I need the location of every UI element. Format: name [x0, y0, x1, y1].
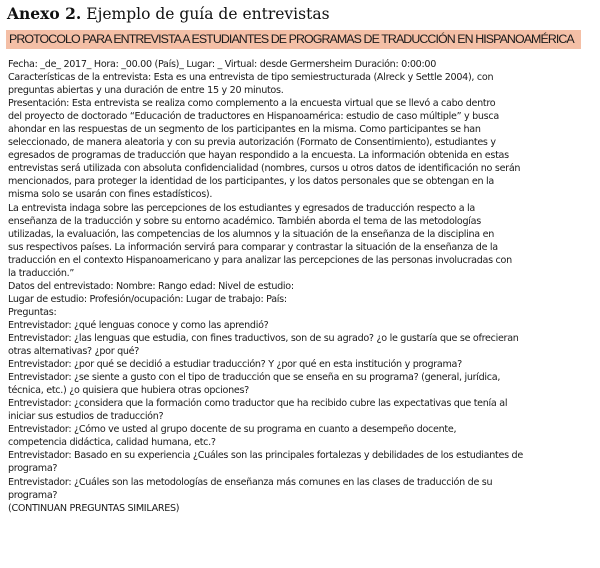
line-interviewee-data: Datos del entrevistado: Nombre: Rango edad: Nivel de estudio: [8, 280, 294, 292]
protocol-title-banner [6, 30, 581, 49]
line-presentation-cont: del proyecto de doctorado “Educación de traductores en Hispanoamérica: estudio de caso múltiple” y busca [8, 111, 499, 123]
line-inquiry-cont: traducción en el contexto Hispanoamericano y para analizar las percepciones de las personas involucradas con [8, 254, 512, 266]
question-teaching-staff-cont: competencia didáctica, calidad humana, etc.? [8, 437, 216, 449]
question-language-preference-cont: otras alternativas? ¿por qué? [8, 346, 140, 358]
line-questions-label: Preguntas: [8, 306, 57, 318]
protocol-title: PROTOCOLO PARA ENTREVISTA A ESTUDIANTES DE PROGRAMAS DE TRADUCCIÓN EN HISPANOAMÉRICA [9, 32, 574, 46]
line-inquiry-cont: enseñanza de la traducción y sobre su entorno académico. También aborda el tema de las metodologías [8, 215, 481, 227]
question-methodologies: Entrevistador: ¿Cuáles son las metodologías de enseñanza más comunes en las clases de traducción de su [8, 476, 493, 488]
line-inquiry-cont: sus respectivos países. La información servirá para comparar y contrastar la situación de la enseñanza de la [8, 241, 498, 253]
question-expectations-cont: iniciar sus estudios de traducción? [8, 411, 164, 423]
line-characteristics-cont: preguntas abiertas y una duración de entre 15 y 20 minutos. [8, 85, 284, 97]
question-translation-type-cont: técnica, etc.) ¿o quisiera que hubiera otras opciones? [8, 385, 249, 397]
line-presentation-cont: misma solo se usarán con fines estadísticos). [8, 189, 213, 201]
line-presentation: Presentación: Esta entrevista se realiza como complemento a la encuesta virtual que se llevó a cabo dentro [8, 98, 496, 110]
line-inquiry-cont: la traducción.” [8, 267, 75, 279]
line-characteristics: Características de la entrevista: Esta es una entrevista de tipo semiestructurada (Alreck y Settle 2004), con [8, 72, 494, 84]
line-presentation-cont: ahondar en las respuestas de un segmento de los participantes en la misma. Como participantes se han [8, 124, 481, 136]
question-expectations: Entrevistador: ¿considera que la formación como traductor que ha recibido cubre las expectativas que tenía al [8, 398, 508, 410]
line-presentation-cont: entrevistas será utilizada con absoluta confidencialidad (nombres, cursos u otros datos de identificación no serán [8, 163, 521, 175]
interview-protocol-body [8, 58, 598, 515]
line-presentation-cont: egresados de programas de traducción que hayan respondido a la encuesta. La información obtenida en estas [8, 150, 509, 162]
line-inquiry: La entrevista indaga sobre las percepciones de los estudiantes y egresados de traducción respecto a la [8, 202, 475, 214]
line-date-time: Fecha: _de_ 2017_ Hora: _00.00 (País)_ Lugar: _ Virtual: desde Germersheim Duración: 0:00:00 [8, 59, 437, 70]
line-presentation-cont: seleccionado, de manera aleatoria y con su previa autorización (Formato de Consentimiento), estudiantes y [8, 137, 496, 149]
line-presentation-cont: mencionados, para proteger la identidad de los participantes, y los datos personales que se obtengan en la [8, 176, 494, 188]
question-methodologies-cont: programa? [8, 489, 58, 501]
line-continue-note: (CONTINUAN PREGUNTAS SIMILARES) [8, 502, 180, 514]
line-inquiry-cont: utilizadas, la evaluación, las competencias de los alumnos y la situación de la enseñanza de la disciplina en [8, 228, 494, 240]
question-why-translation: Entrevistador: ¿por qué se decidió a estudiar traducción? Y ¿por qué en esta institución y programa? [8, 359, 462, 371]
line-interviewee-place: Lugar de estudio: Profesión/ocupación: Lugar de trabajo: País: [8, 293, 287, 305]
question-languages: Entrevistador: ¿qué lenguas conoce y como las aprendió? [8, 319, 269, 331]
annex-heading-number: Anexo 2. [7, 4, 82, 23]
annex-heading-title: Ejemplo de guía de entrevistas [81, 5, 330, 23]
question-language-preference: Entrevistador: ¿las lenguas que estudia, con fines traductivos, son de su agrado? ¿o le gustaría que se ofrecieran [8, 332, 519, 344]
question-strengths-cont: programa? [8, 463, 58, 475]
question-strengths: Entrevistador: Basado en su experiencia ¿Cuáles son las principales fortalezas y debilidades de los estudiantes de [8, 450, 523, 462]
question-teaching-staff: Entrevistador: ¿Cómo ve usted al grupo docente de su programa en cuanto a desempeño docente, [8, 424, 457, 436]
annex-heading [7, 3, 330, 25]
question-translation-type: Entrevistador: ¿se siente a gusto con el tipo de traducción que se enseña en su programa? (general, jurídica, [8, 372, 501, 384]
